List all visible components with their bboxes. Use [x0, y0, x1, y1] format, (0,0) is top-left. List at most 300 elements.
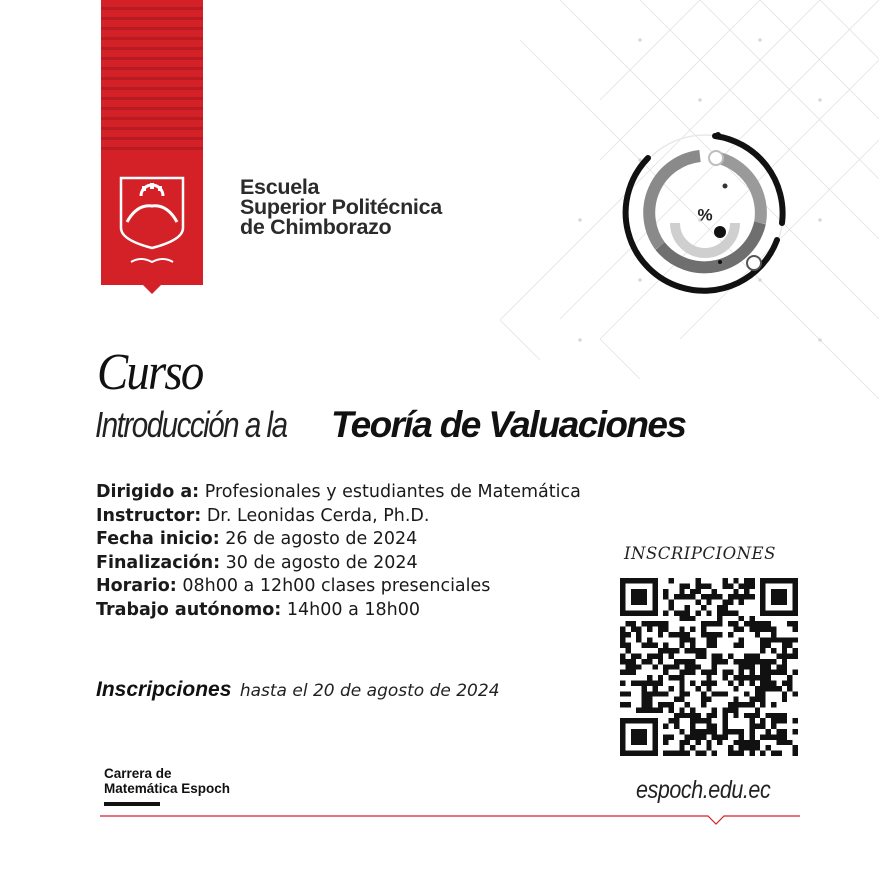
qr-module [771, 686, 776, 691]
qr-module [685, 664, 690, 669]
detail-row [96, 481, 581, 505]
qr-module [793, 729, 798, 734]
qr-module [717, 740, 722, 745]
qr-module [690, 594, 695, 599]
qr-module [744, 654, 749, 659]
qr-module [636, 664, 641, 669]
qr-module [620, 643, 625, 648]
qr-module [712, 643, 717, 648]
qr-module [674, 718, 679, 723]
qr-module [782, 740, 787, 745]
qr-module [749, 664, 754, 669]
qr-module [771, 648, 776, 653]
qr-module [625, 664, 630, 669]
qr-module [712, 729, 717, 734]
qr-module [620, 691, 625, 696]
qr-module [658, 632, 663, 637]
qr-module [717, 594, 722, 599]
qr-module [647, 702, 652, 707]
qr-module [793, 745, 798, 750]
detail-row [96, 575, 581, 599]
qr-module [717, 621, 722, 626]
qr-module [755, 745, 760, 750]
qr-module [728, 707, 733, 712]
qr-module [696, 729, 701, 734]
qr-module [663, 702, 668, 707]
qr-module [642, 697, 647, 702]
qr-module [669, 718, 674, 723]
qr-module [685, 605, 690, 610]
qr-finder-pattern [631, 589, 647, 605]
qr-module [760, 686, 765, 691]
qr-module [669, 632, 674, 637]
qr-module [760, 751, 765, 756]
qr-module [642, 686, 647, 691]
qr-module [728, 594, 733, 599]
qr-module [733, 621, 738, 626]
qr-module [690, 670, 695, 675]
qr-module [696, 713, 701, 718]
qr-module [755, 654, 760, 659]
qr-module [690, 659, 695, 664]
qr-module [744, 594, 749, 599]
qr-module [701, 670, 706, 675]
qr-module [647, 654, 652, 659]
qr-module [722, 713, 727, 718]
qr-module [696, 718, 701, 723]
qr-module [749, 616, 754, 621]
qr-module [674, 751, 679, 756]
qr-module [749, 659, 754, 664]
qr-module [712, 680, 717, 685]
detail-label: Finalización: [96, 552, 221, 573]
qr-module [658, 654, 663, 659]
qr-module [647, 691, 652, 696]
qr-module [669, 734, 674, 739]
qr-module [679, 729, 684, 734]
qr-module [782, 659, 787, 664]
qr-module [674, 659, 679, 664]
qr-module [722, 578, 727, 583]
qr-module [739, 583, 744, 588]
qr-module [766, 686, 771, 691]
qr-module [749, 583, 754, 588]
qr-module [636, 637, 641, 642]
qr-module [658, 702, 663, 707]
qr-module [760, 627, 765, 632]
qr-module [652, 680, 657, 685]
qr-module [690, 745, 695, 750]
qr-module [749, 745, 754, 750]
qr-module [733, 675, 738, 680]
qr-module [776, 664, 781, 669]
qr-module [663, 589, 668, 594]
registration-qr-code[interactable] [620, 578, 798, 756]
qr-module [674, 632, 679, 637]
qr-module [771, 734, 776, 739]
qr-module [760, 724, 765, 729]
qr-module [766, 643, 771, 648]
qr-module [733, 686, 738, 691]
qr-module [728, 745, 733, 750]
qr-module [696, 654, 701, 659]
qr-module [669, 600, 674, 605]
qr-module [696, 751, 701, 756]
qr-module [782, 648, 787, 653]
qr-module [712, 632, 717, 637]
qr-module [685, 583, 690, 588]
qr-module [674, 664, 679, 669]
qr-module [776, 637, 781, 642]
qr-module [744, 713, 749, 718]
department-underline [104, 802, 160, 806]
qr-module [701, 680, 706, 685]
qr-module [669, 707, 674, 712]
qr-module [733, 740, 738, 745]
qr-module [685, 632, 690, 637]
qr-module [690, 734, 695, 739]
qr-module [722, 707, 727, 712]
qr-module [782, 680, 787, 685]
qr-module [674, 675, 679, 680]
qr-module [749, 675, 754, 680]
qr-module [625, 632, 630, 637]
qr-module [652, 664, 657, 669]
qr-module [728, 621, 733, 626]
qr-module [625, 648, 630, 653]
registration-deadline [96, 678, 500, 702]
qr-module [717, 616, 722, 621]
qr-module [701, 605, 706, 610]
qr-module [712, 670, 717, 675]
detail-label: Trabajo autónomo: [96, 599, 282, 620]
qr-module [685, 702, 690, 707]
qr-module [733, 643, 738, 648]
institution-name-line: Superior Politécnica [240, 195, 442, 219]
qr-module [771, 637, 776, 642]
qr-module [696, 734, 701, 739]
detail-label: Fecha inicio: [96, 529, 220, 550]
qr-module [739, 600, 744, 605]
qr-module [679, 583, 684, 588]
qr-module [733, 610, 738, 615]
qr-module [679, 632, 684, 637]
qr-module [760, 718, 765, 723]
qr-module [739, 751, 744, 756]
qr-module [690, 724, 695, 729]
qr-module [625, 659, 630, 664]
qr-module [739, 702, 744, 707]
course-title-prefix: Introducción a la [95, 404, 287, 445]
qr-module [685, 659, 690, 664]
qr-module [782, 654, 787, 659]
qr-module [749, 702, 754, 707]
qr-module [776, 718, 781, 723]
qr-module [733, 627, 738, 632]
qr-module [787, 740, 792, 745]
qr-module [728, 583, 733, 588]
institution-name [240, 177, 442, 237]
qr-module [685, 637, 690, 642]
qr-module [766, 670, 771, 675]
qr-module [744, 583, 749, 588]
qr-module [696, 740, 701, 745]
qr-finder-pattern [631, 729, 647, 745]
qr-module [674, 713, 679, 718]
qr-module [706, 632, 711, 637]
qr-module [728, 680, 733, 685]
qr-module [793, 648, 798, 653]
qr-module [771, 702, 776, 707]
qr-module [712, 621, 717, 626]
qr-module [749, 680, 754, 685]
qr-module [636, 632, 641, 637]
qr-module [760, 680, 765, 685]
qr-module [755, 686, 760, 691]
qr-module [679, 697, 684, 702]
qr-module [706, 697, 711, 702]
qr-module [739, 664, 744, 669]
qr-module [631, 654, 636, 659]
qr-module [620, 659, 625, 664]
qr-module [766, 713, 771, 718]
qr-module [766, 729, 771, 734]
qr-module [647, 637, 652, 642]
qr-module [739, 734, 744, 739]
qr-module [712, 707, 717, 712]
qr-module [766, 680, 771, 685]
qr-module [625, 702, 630, 707]
qr-module [706, 594, 711, 599]
qr-module [776, 654, 781, 659]
qr-module [669, 675, 674, 680]
qr-module [744, 702, 749, 707]
qr-module [782, 734, 787, 739]
qr-module [685, 616, 690, 621]
qr-module [620, 627, 625, 632]
qr-module [658, 648, 663, 653]
qr-module [771, 751, 776, 756]
qr-module [642, 680, 647, 685]
qr-module [625, 670, 630, 675]
qr-module [755, 724, 760, 729]
qr-module [679, 686, 684, 691]
qr-module [679, 643, 684, 648]
qr-module [728, 751, 733, 756]
qr-module [701, 594, 706, 599]
course-kind: Curso [97, 344, 203, 401]
qr-module [652, 643, 657, 648]
qr-module [776, 686, 781, 691]
detail-row [96, 528, 581, 552]
qr-module [760, 637, 765, 642]
qr-module [728, 610, 733, 615]
qr-module [701, 697, 706, 702]
qr-module [744, 659, 749, 664]
qr-module [739, 637, 744, 642]
qr-module [712, 637, 717, 642]
qr-module [647, 675, 652, 680]
qr-module [631, 664, 636, 669]
qr-module [739, 594, 744, 599]
institution-logo [101, 0, 203, 295]
qr-module [717, 605, 722, 610]
qr-module [776, 670, 781, 675]
qr-module [685, 734, 690, 739]
detail-value: Profesionales y estudiantes de Matemática [204, 482, 581, 502]
qr-module [690, 680, 695, 685]
qr-module [776, 729, 781, 734]
qr-module [679, 745, 684, 750]
qr-module [690, 648, 695, 653]
qr-module [636, 707, 641, 712]
qr-module [663, 643, 668, 648]
qr-module [690, 643, 695, 648]
qr-module [793, 627, 798, 632]
qr-module [776, 751, 781, 756]
qr-module [712, 659, 717, 664]
qr-module [658, 627, 663, 632]
qr-module [712, 664, 717, 669]
qr-module [766, 659, 771, 664]
qr-module [722, 600, 727, 605]
qr-module [685, 691, 690, 696]
qr-module [766, 745, 771, 750]
qr-module [663, 740, 668, 745]
qr-module [733, 589, 738, 594]
qr-module [787, 686, 792, 691]
qr-module [722, 729, 727, 734]
qr-module [760, 734, 765, 739]
qr-module [642, 643, 647, 648]
qr-module [793, 637, 798, 642]
qr-module [755, 659, 760, 664]
deadline-text: hasta el 20 de agosto de 2024 [239, 681, 500, 701]
qr-module [749, 734, 754, 739]
qr-module [722, 675, 727, 680]
qr-module [685, 713, 690, 718]
qr-module [706, 610, 711, 615]
qr-module [652, 654, 657, 659]
qr-module [749, 621, 754, 626]
qr-module [685, 670, 690, 675]
qr-module [658, 691, 663, 696]
website-link[interactable]: espoch.edu.ec [636, 776, 771, 804]
qr-module [739, 643, 744, 648]
qr-module [712, 713, 717, 718]
qr-module [642, 659, 647, 664]
deadline-label: Inscripciones [96, 678, 232, 701]
qr-module [739, 680, 744, 685]
department-name [104, 766, 230, 796]
qr-module [663, 627, 668, 632]
qr-module [722, 610, 727, 615]
qr-module [674, 610, 679, 615]
qr-module [663, 594, 668, 599]
qr-module [782, 664, 787, 669]
qr-module [679, 670, 684, 675]
percent-rings-graphic [620, 128, 790, 298]
qr-module [679, 589, 684, 594]
qr-module [636, 654, 641, 659]
qr-module [760, 697, 765, 702]
qr-module [760, 664, 765, 669]
qr-module [631, 621, 636, 626]
qr-module [701, 621, 706, 626]
qr-module [620, 702, 625, 707]
qr-module [701, 654, 706, 659]
detail-value: 14h00 a 18h00 [286, 599, 420, 620]
qr-module [771, 724, 776, 729]
qr-module [749, 729, 754, 734]
qr-module [787, 680, 792, 685]
qr-module [696, 600, 701, 605]
qr-module [706, 583, 711, 588]
qr-module [744, 578, 749, 583]
qr-module [701, 583, 706, 588]
qr-module [760, 648, 765, 653]
qr-module [663, 610, 668, 615]
qr-module [658, 707, 663, 712]
qr-module [669, 702, 674, 707]
detail-value: 30 de agosto de 2024 [225, 552, 418, 573]
institution-name-line: Escuela [240, 175, 320, 199]
qr-module [669, 648, 674, 653]
qr-module [669, 751, 674, 756]
qr-module [669, 605, 674, 610]
qr-module [658, 680, 663, 685]
detail-value: 26 de agosto de 2024 [225, 529, 418, 550]
qr-module [717, 691, 722, 696]
qr-module [620, 680, 625, 685]
qr-module [782, 718, 787, 723]
qr-module [749, 578, 754, 583]
qr-module [663, 724, 668, 729]
qr-module [733, 594, 738, 599]
qr-module [733, 707, 738, 712]
qr-module [669, 686, 674, 691]
qr-module [760, 643, 765, 648]
qr-module [663, 734, 668, 739]
qr-module [755, 697, 760, 702]
qr-module [733, 729, 738, 734]
percent-symbol: % [697, 205, 713, 225]
qr-module [722, 734, 727, 739]
qr-module [706, 675, 711, 680]
detail-row [96, 599, 581, 623]
qr-module [690, 713, 695, 718]
qr-module [685, 610, 690, 615]
qr-module [776, 734, 781, 739]
qr-module [755, 691, 760, 696]
qr-module [658, 621, 663, 626]
qr-module [701, 734, 706, 739]
qr-module [620, 670, 625, 675]
qr-module [755, 632, 760, 637]
qr-module [728, 600, 733, 605]
qr-module [749, 654, 754, 659]
qr-module [787, 643, 792, 648]
qr-module [766, 627, 771, 632]
qr-module [722, 718, 727, 723]
qr-module [766, 664, 771, 669]
qr-module [749, 713, 754, 718]
qr-module [739, 745, 744, 750]
qr-module [728, 729, 733, 734]
qr-module [647, 659, 652, 664]
qr-module [652, 691, 657, 696]
qr-module [771, 713, 776, 718]
